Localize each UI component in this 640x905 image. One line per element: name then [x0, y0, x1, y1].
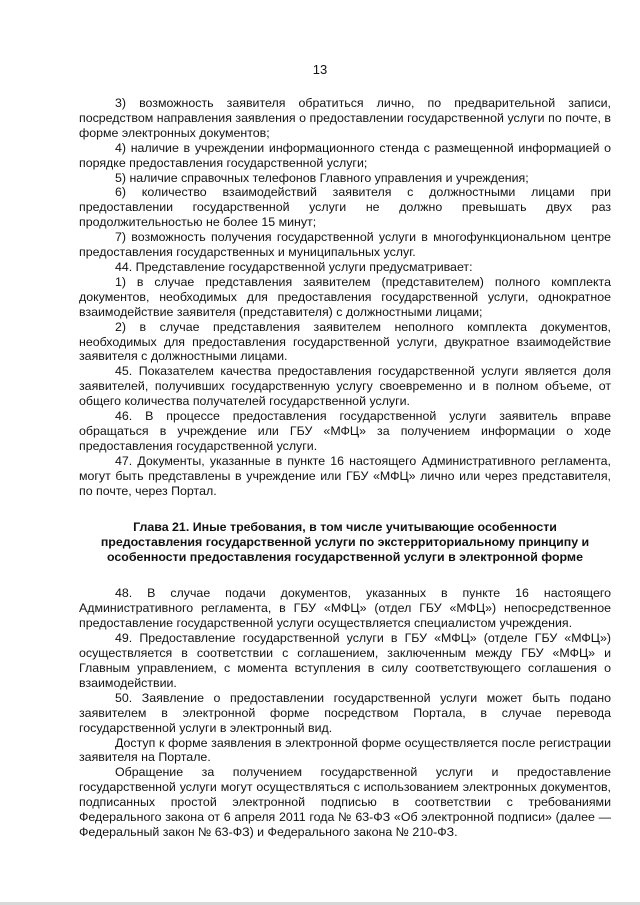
chapter-heading: [79, 520, 611, 565]
chapter-heading-line: предоставления государственной услуги по экстерриториальному принципу и: [100, 535, 590, 550]
paragraph-47: 47. Документы, указанные в пункте 16 настоящего Административного регламента, могут быть представлены в учреждение или ГБУ «МФЦ» лично или через представителя, по почте, через Портал.: [79, 453, 611, 498]
paragraph-44-item-1: 1) в случае представления заявителем (представителем) полного комплекта документов, необходимых для предоставления государственной услуги, однократное взаимодействие заявителя (представителя) с должностными лицами;: [79, 274, 611, 319]
paragraph-44-item-2: 2) в случае представления заявителем неполного комплекта документов, необходимых для предоставления государственной услуги, двукратное взаимодействие заявителя с должностными лицами.: [79, 319, 611, 364]
paragraph-50: 50. Заявление о предоставлении государственной услуги может быть подано заявителем в электронной форме посредством Портала, в случае перевода государственной услуги в электронный вид.: [79, 690, 611, 735]
page-number: 13: [312, 62, 328, 77]
paragraph-item-3: 3) возможность заявителя обратиться лично, по предварительной записи, посредством направления заявления о предоставлении государственной услуги по почте, в форме электронных документов;: [79, 96, 611, 140]
paragraph-44: 44. Представление государственной услуги предусматривает:: [115, 259, 473, 274]
paragraph-portal-access: Доступ к форме заявления в электронной форме осуществляется после регистрации заявителя на Портале.: [79, 735, 611, 765]
chapter-heading-line: особенности предоставления государственной услуги в электронной форме: [107, 550, 583, 565]
chapter-heading-line: Глава 21. Иные требования, в том числе учитывающие особенности: [133, 520, 557, 535]
paragraph-item-5: 5) наличие справочных телефонов Главного управления и учреждения;: [115, 170, 529, 185]
paragraph-46: 46. В процессе предоставления государственной услуги заявитель вправе обращаться в учреждение или ГБУ «МФЦ» за получением информации о ходе предоставления государственной услуги.: [79, 409, 611, 453]
paragraph-item-7: 7) возможность получения государственной услуги в многофункциональном центре предоставления государственных и муниципальных услуг.: [79, 230, 611, 260]
document-body: [79, 96, 611, 840]
paragraph-electronic-signature: Обращение за получением государственной услуги и предоставление государственной услуги могут осуществляться с использованием электронных документов, подписанных простой электронной подписью в соответствии с требованиями Федерального закона от 6 апреля 2011 года № 63-ФЗ «Об электронной подписи» (далее — Федеральный закон № 63-ФЗ) и Федерального закона № 210-ФЗ.: [79, 765, 611, 839]
paragraph-49: 49. Предоставление государственной услуги в ГБУ «МФЦ» (отделе ГБУ «МФЦ») осуществляется в соответствии с соглашением, заключенным между ГБУ «МФЦ» и Главным управлением, с момента вступления в силу соответствующего соглашения о взаимодействии.: [79, 631, 611, 690]
paragraph-item-6: 6) количество взаимодействий заявителя с должностными лицами при предоставлении государственной услуги не должно превышать двух раз продолжительностью не более 15 минут;: [79, 185, 611, 230]
paragraph-45: 45. Показателем качества предоставления государственной услуги является доля заявителей, получивших государственную услугу своевременно и в полном объеме, от общего количества получателей государственной услуги.: [79, 364, 611, 409]
paragraph-48: 48. В случае подачи документов, указанных в пункте 16 настоящего Административного регламента, в ГБУ «МФЦ» (отдел ГБУ «МФЦ») непосредственное предоставление государственной услуги осуществляется специалистом учреждения.: [79, 586, 611, 631]
paragraph-item-4: 4) наличие в учреждении информационного стенда с размещенной информацией о порядке предоставления государственной услуги;: [79, 140, 611, 170]
